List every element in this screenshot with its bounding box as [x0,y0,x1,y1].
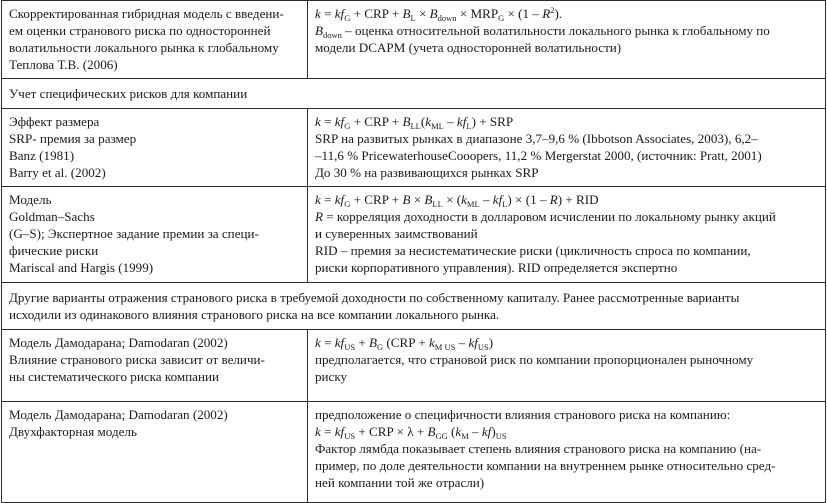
formula-cell [308,402,826,503]
cell-text-line: риски корпоративного управления). RID определяется экспертно [315,260,678,275]
formula: $k = kf_{US} + B_G$ $(CRP + k_{M US} - kf_{US})$ [315,335,494,352]
formula-cell [308,330,826,402]
cell-text-line: Goldman–Sachs [9,209,95,224]
table-row [2,79,826,109]
cell-text-line: Модель Дамодарана; Damodaran (2002) [9,407,228,422]
cell-text-line: Barry et al. (2002) [9,165,106,180]
cell-text-line: (G–S); Экспертное задание премии за специ- [9,226,259,241]
formula: $k = kf_{US}$ + CRP × $\lambda + B_{GG}$ $(k_M - kf)_{US}$ [315,424,507,441]
formula-cell [308,1,826,79]
table-row [2,283,826,330]
model-description-cell [2,109,308,187]
formula: $k = kf_G$ + CRP + $B_{LL}(k_{ML} - kf_L)$ + SRP [315,114,514,131]
section-header-cell [2,283,826,330]
cell-text-line: фические риски [9,243,99,258]
cell-text-line: и суверенных заимствований [315,226,478,241]
formula: $k = kf_G$ + CRP + $B \times B_{LL} \times (k_{ML} - kf_L) \times (1 - R)$ + RID [315,192,599,209]
cell-text-line: ем оценки странового риска по односторонней [9,23,271,38]
table-row [2,402,826,503]
model-description-cell [2,330,308,402]
cell-text-line: Скорректированная гибридная модель с введени- [9,6,284,21]
cell-text-line: Banz (1981) [9,148,75,163]
cell-text-line: –11,6 % PricewaterhouseCooopers, 11,2 % Mergerstat 2000, (источник: Pratt, 2001) [315,148,762,163]
cell-text-line: Mariscal and Hargis (1999) [9,260,154,275]
table-row [2,1,826,79]
cell-text-line: Эффект размера [9,114,100,129]
cell-text-line: Теплова Т.В. (2006) [9,57,118,72]
cell-text-line: Модель [9,192,52,207]
cell-text-line: ны систематического риска компании [9,369,220,384]
table-row [2,330,826,402]
formula-note: R = корреляция доходности в долларовом исчислении по локальному рынку акций [315,209,776,224]
cell-text-line: Фактор лямбда показывает степень влияния странового риска на компанию (на- [315,441,762,456]
section-header-cell [2,79,826,109]
cell-text-line: Модель Дамодарана; Damodaran (2002) [9,335,228,350]
cell-text-line: пример, по доле деятельности компании на внутреннем рынке относительно сред- [315,458,776,473]
model-description-cell [2,402,308,503]
table-row [2,109,826,187]
cell-text-line: риску [315,369,348,384]
cell-text-line: модели DCAPM (учета односторонней волатильности) [315,40,622,55]
cell-text-line: SRP- премия за размер [9,131,137,146]
cell-text-line: волатильности локального рынка к глобальному [9,40,279,55]
section-header: Учет специфических рисков для компании [9,86,248,101]
formula-cell [308,109,826,187]
section-header: Другие варианты отражения странового риска в требуемой доходности по собственному капиталу. Ранее рассмотренные варианты [9,290,740,305]
model-description-cell [2,1,308,79]
model-description-cell [2,187,308,283]
section-header: исходили из одинакового влияния странового риска на все компании локального рынка. [9,307,500,322]
cell-text-line: предположение о специфичности влияния странового риска на компанию: [315,407,731,422]
cell-text-line: ней компании той же отрасли) [315,475,485,490]
cell-text-line: Влияние странового риска зависит от величи- [9,352,265,367]
formula-note: $B_{down}$ – оценка относительной волатильности локального рынка к глобальному по [315,23,770,40]
country-risk-models-table [1,0,826,503]
cell-text-line: Двухфакторная модель [9,424,137,439]
cell-text-line: предполагается, что страновой риск по компании пропорционален рыночному [315,352,754,367]
cell-text-line: RID – премия за несистематические риски (цикличность спроса по компании, [315,243,751,258]
cell-text-line: До 30 % на развивающихся рынках SRP [315,165,539,180]
table-row [2,187,826,283]
formula-cell [308,187,826,283]
cell-text-line: SRP на развитых рынках в диапазоне 3,7–9,6 % (Ibbotson Associates, 2003), 6,2– [315,131,758,146]
formula: $k = kf_G$ + CRP + $B_L \times B_{down} \times MRP_G \times (1 - R^2)$. [315,5,563,23]
